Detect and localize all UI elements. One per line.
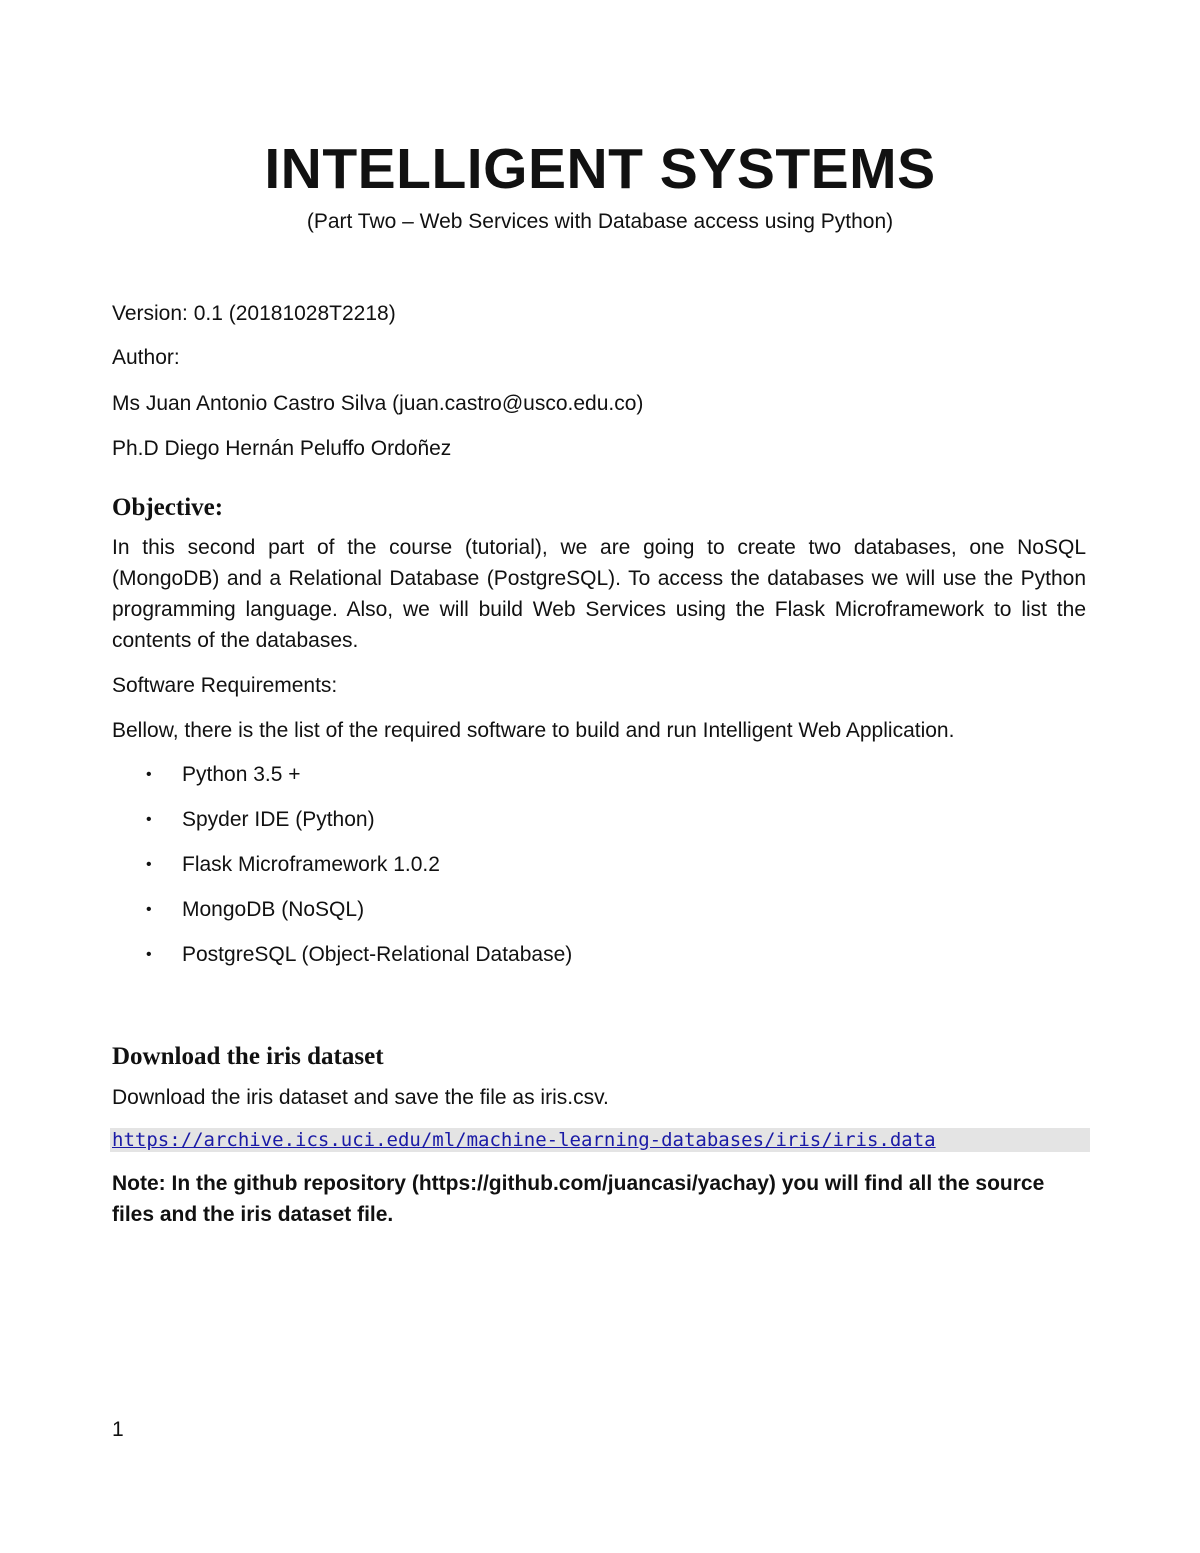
download-heading: Download the iris dataset (112, 1043, 384, 1070)
list-item: • Python 3.5 + (146, 763, 301, 786)
list-item: • MongoDB (NoSQL) (146, 898, 365, 921)
author-1: Ms Juan Antonio Castro Silva (juan.castro@usco.edu.co) (112, 392, 644, 415)
bullet-icon: • (146, 856, 152, 873)
bullet-icon: • (146, 901, 152, 918)
page-number: 1 (112, 1418, 124, 1441)
software-intro: Bellow, there is the list of the required software to build and run Intelligent Web Application. (112, 719, 955, 742)
bullet-icon: • (146, 811, 152, 828)
note-text: Note: In the github repository (https://github.com/juancasi/yachay) you will find all the source files and the iris dataset file. (112, 1172, 1045, 1226)
document-subtitle: (Part Two – Web Services with Database access using Python) (306, 210, 894, 233)
author-2: Ph.D Diego Hernán Peluffo Ordoñez (112, 437, 452, 460)
objective-paragraph: In this second part of the course (tutorial), we are going to create two databases, one NoSQL (MongoDB) and a Relational Database (PostgreSQL). To access the databases we will use the Python programming language. Also, we will build Web Services using the Flask Microframework to list the contents of the databases. (112, 536, 1086, 652)
list-item: • PostgreSQL (Object-Relational Database) (146, 943, 573, 966)
download-text: Download the iris dataset and save the file as iris.csv. (112, 1086, 609, 1109)
objective-heading: Objective: (112, 494, 224, 521)
software-requirements-label: Software Requirements: (112, 674, 338, 697)
list-item: • Spyder IDE (Python) (146, 808, 375, 831)
iris-dataset-link[interactable]: https://archive.ics.uci.edu/ml/machine-learning-databases/iris/iris.data (112, 1129, 936, 1151)
bullet-icon: • (146, 766, 152, 783)
author-label: Author: (112, 346, 180, 369)
document-title: INTELLIGENT SYSTEMS (264, 137, 936, 201)
version-text: Version: 0.1 (20181028T2218) (112, 302, 396, 325)
bullet-icon: • (146, 946, 152, 963)
list-item: • Flask Microframework 1.0.2 (146, 853, 440, 876)
